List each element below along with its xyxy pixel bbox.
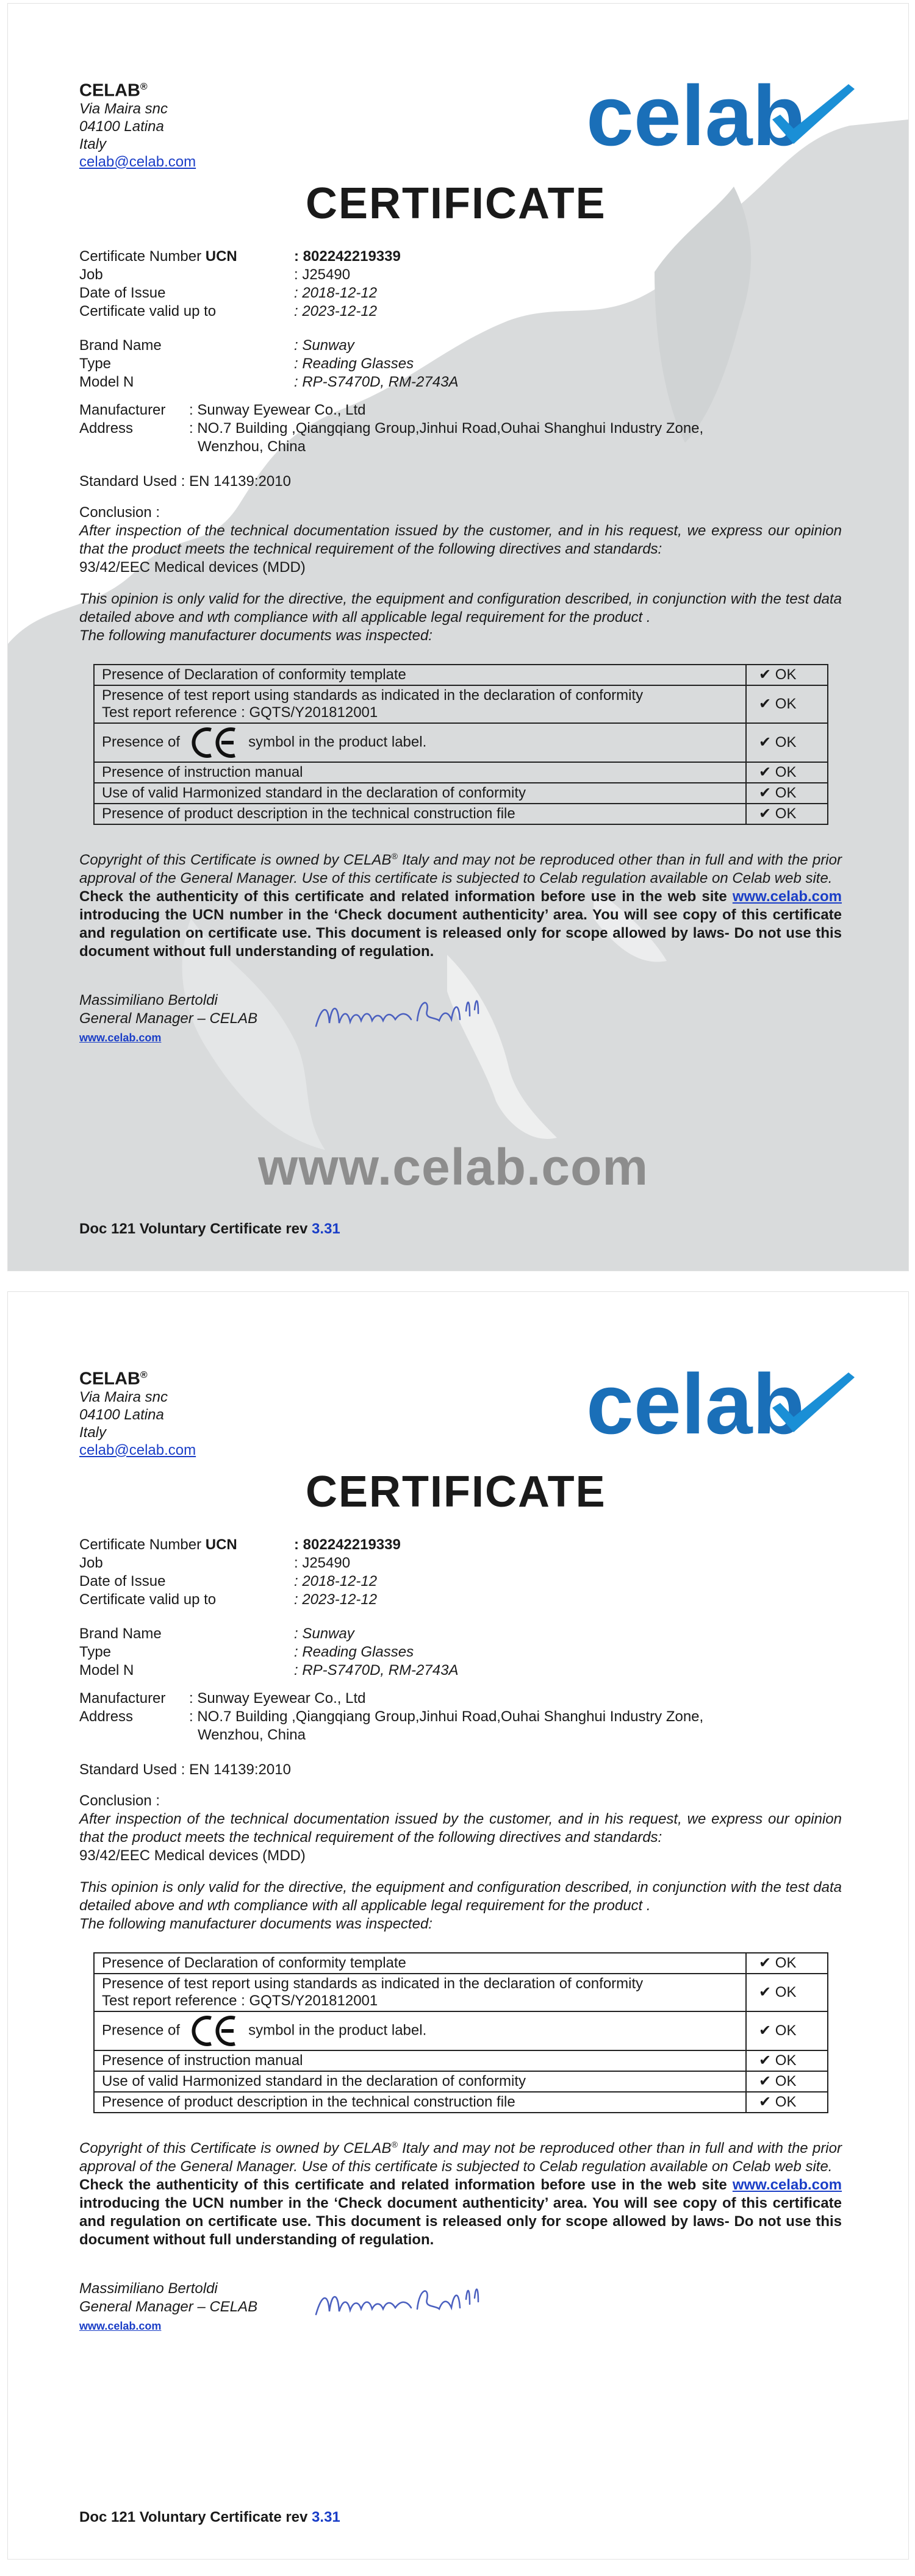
issuer-name-text: CELAB (79, 1369, 140, 1389)
brand-label: Brand Name (79, 1625, 162, 1642)
directive-text: 93/42/EEC Medical devices (MDD) (79, 559, 306, 576)
address-value: : NO.7 Building ,Qiangqiang Group,Jinhui Road,Ouhai Shanghui Industry Zone, Wenzhou, China (189, 1708, 704, 1743)
check-ok: ✔ OK (746, 783, 828, 804)
conclusion-block (79, 504, 842, 645)
check-item: Use of valid Harmonized standard in the declaration of conformity (94, 2071, 746, 2092)
check-item: Presence of symbol in the product label. (94, 723, 746, 762)
model-label: Model N (79, 1662, 134, 1679)
issue-date-label: Date of Issue (79, 1573, 166, 1589)
check-ok: ✔ OK (746, 1953, 828, 1974)
model-value: : RP-S7470D, RM-2743A (294, 1662, 459, 1679)
valid-until-label: Certificate valid up to (79, 303, 217, 319)
issuer-email-link[interactable]: celab@celab.com (79, 153, 196, 170)
table-row (94, 762, 828, 783)
model-value: : RP-S7470D, RM-2743A (294, 374, 459, 390)
celab-website-link[interactable]: www.celab.com (732, 2177, 842, 2193)
issue-date-value: : 2018-12-12 (294, 1573, 378, 1589)
issuer-name (79, 1366, 196, 1388)
authenticity-text: Check the authenticity of this certificate and related information before use in the web site www.celab.com introducing the UCN number in the ‘Check document authenticity’ area. You will see copy of this certificate and regulation on certificate use. This document is released only for scope allowed by laws- Do not use this document without full understanding of regulation. (79, 888, 842, 960)
issuer-address-line: Italy (79, 135, 107, 152)
ce-mark-icon (191, 2014, 237, 2047)
certificate-page-2 (7, 1291, 909, 2560)
table-row (94, 1953, 828, 1974)
table-row (94, 685, 828, 723)
table-row (94, 1974, 828, 2011)
copyright-block (79, 847, 842, 961)
type-value: : Reading Glasses (294, 1644, 414, 1660)
logo-text: celab (586, 1365, 805, 1450)
check-ok: ✔ OK (746, 762, 828, 783)
check-ok: ✔ OK (746, 2071, 828, 2092)
issuer-address-line: Via Maira snc (79, 1388, 168, 1405)
inspected-intro: The following manufacturer documents was inspected: (79, 627, 432, 644)
conclusion-text: After inspection of the technical documentation issued by the customer, and in his request, we express our opinion that the product meets the technical requirement of the following directives and standards: (79, 523, 842, 557)
issuer-address-line: Via Maira snc (79, 100, 168, 117)
valid-until-value: : 2023-12-12 (294, 1591, 378, 1608)
product-info (79, 337, 458, 391)
type-value: : Reading Glasses (294, 355, 414, 372)
table-row (94, 2011, 828, 2050)
directive-text: 93/42/EEC Medical devices (MDD) (79, 1847, 306, 1864)
issuer-email-link[interactable]: celab@celab.com (79, 1441, 196, 1458)
signer-name: Massimiliano Bertoldi (79, 2280, 218, 2297)
copyright-text: Copyright of this Certificate is owned by CELAB® Italy and may not be reproduced other than in full and with the prior approval of the General Manager. Use of this certificate is subjected to Celab regulation available on Celab web site. (79, 851, 842, 887)
manufacturer-info (79, 1689, 750, 1744)
manufacturer-value: : Sunway Eyewear Co., Ltd (189, 402, 366, 418)
issuer-address-line: Italy (79, 1424, 107, 1441)
check-ok: ✔ OK (746, 2092, 828, 2113)
issuer-address-line: 04100 Latina (79, 1406, 164, 1423)
celab-logo (586, 1365, 858, 1450)
issue-date-label: Date of Issue (79, 285, 166, 301)
signer-block (79, 2280, 257, 2335)
job-label: Job (79, 266, 103, 283)
registered-mark: ® (140, 1370, 148, 1380)
opinion-text: This opinion is only valid for the directive, the equipment and configuration described, in conjunction with the test data detailed above and wth compliance with all applicable legal requirement for the product . (79, 1879, 842, 1914)
address-value: : NO.7 Building ,Qiangqiang Group,Jinhui Road,Ouhai Shanghui Industry Zone, Wenzhou, China (189, 420, 704, 455)
table-row (94, 723, 828, 762)
document-footer: Doc 121 Voluntary Certificate rev 3.31 (79, 2509, 340, 2525)
conclusion-label: Conclusion : (79, 504, 160, 521)
signer-website-link[interactable]: www.celab.com (79, 1032, 162, 1044)
check-ok: ✔ OK (746, 685, 828, 723)
inspection-checklist (93, 664, 828, 825)
signer-name: Massimiliano Bertoldi (79, 992, 218, 1008)
document-footer: Doc 121 Voluntary Certificate rev 3.31 (79, 1221, 340, 1237)
handwritten-signature (310, 993, 493, 1035)
signer-role: General Manager – CELAB (79, 2299, 258, 2315)
certificate-page-1 (7, 3, 909, 1271)
check-ok: ✔ OK (746, 1974, 828, 2011)
ce-mark-icon (191, 726, 237, 759)
brand-value: : Sunway (294, 337, 354, 354)
handwritten-signature (310, 2281, 493, 2324)
job-value: : J25490 (294, 1555, 351, 1571)
table-row (94, 665, 828, 685)
inspection-checklist (93, 1952, 828, 2113)
check-ok: ✔ OK (746, 723, 828, 762)
manufacturer-label: Manufacturer (79, 1690, 166, 1707)
ucn-label: Certificate Number UCN (79, 248, 237, 265)
copyright-block (79, 2135, 842, 2249)
issuer-block (79, 78, 196, 171)
issue-date-value: : 2018-12-12 (294, 285, 378, 301)
job-value: : J25490 (294, 266, 351, 283)
address-label: Address (79, 1708, 134, 1725)
certificate-info (79, 248, 401, 321)
check-item: Presence of Declaration of conformity template (94, 1953, 746, 1974)
logo-text: celab (586, 77, 805, 162)
inspected-intro: The following manufacturer documents was inspected: (79, 1916, 432, 1932)
issuer-block (79, 1366, 196, 1459)
website-watermark: www.celab.com (258, 1138, 649, 1196)
valid-until-label: Certificate valid up to (79, 1591, 217, 1608)
brand-value: : Sunway (294, 1625, 354, 1642)
signer-website-link[interactable]: www.celab.com (79, 2320, 162, 2332)
table-row (94, 2050, 828, 2071)
certificate-title: CERTIFICATE (306, 1468, 606, 1516)
issuer-name-text: CELAB (79, 80, 140, 101)
check-item: Presence of test report using standards as indicated in the declaration of conformity Test report reference : GQTS/Y201812001 (94, 1974, 746, 2011)
table-row (94, 804, 828, 824)
manufacturer-value: : Sunway Eyewear Co., Ltd (189, 1690, 366, 1707)
signer-role: General Manager – CELAB (79, 1010, 258, 1027)
table-row (94, 2092, 828, 2113)
ucn-value: : 802242219339 (294, 1536, 401, 1553)
check-item: Presence of test report using standards as indicated in the declaration of conformity Test report reference : GQTS/Y201812001 (94, 685, 746, 723)
manufacturer-info (79, 401, 750, 456)
registered-mark: ® (140, 82, 148, 92)
valid-until-value: : 2023-12-12 (294, 303, 378, 319)
standard-used: Standard Used : EN 14139:2010 (79, 473, 291, 490)
check-ok: ✔ OK (746, 804, 828, 824)
signer-block (79, 991, 257, 1047)
celab-logo (586, 77, 858, 162)
check-item: Presence of instruction manual (94, 2050, 746, 2071)
certificate-title: CERTIFICATE (306, 179, 606, 228)
check-item: Use of valid Harmonized standard in the declaration of conformity (94, 783, 746, 804)
type-label: Type (79, 1644, 112, 1660)
issuer-address-line: 04100 Latina (79, 118, 164, 135)
address-label: Address (79, 420, 134, 437)
check-ok: ✔ OK (746, 2050, 828, 2071)
check-ok: ✔ OK (746, 2011, 828, 2050)
conclusion-block (79, 1792, 842, 1933)
check-item: Presence of product description in the technical construction file (94, 2092, 746, 2113)
model-label: Model N (79, 374, 134, 390)
table-row (94, 783, 828, 804)
celab-website-link[interactable]: www.celab.com (732, 888, 842, 905)
brand-label: Brand Name (79, 337, 162, 354)
check-ok: ✔ OK (746, 665, 828, 685)
check-item: Presence of product description in the technical construction file (94, 804, 746, 824)
issuer-name (79, 78, 196, 100)
check-item: Presence of symbol in the product label. (94, 2011, 746, 2050)
ucn-label: Certificate Number UCN (79, 1536, 237, 1553)
certificate-info (79, 1536, 401, 1609)
job-label: Job (79, 1555, 103, 1571)
table-row (94, 2071, 828, 2092)
conclusion-label: Conclusion : (79, 1793, 160, 1809)
product-info (79, 1625, 458, 1680)
conclusion-text: After inspection of the technical documentation issued by the customer, and in his request, we express our opinion that the product meets the technical requirement of the following directives and standards: (79, 1811, 842, 1846)
copyright-text: Copyright of this Certificate is owned by CELAB® Italy and may not be reproduced other than in full and with the prior approval of the General Manager. Use of this certificate is subjected to Celab regulation available on Celab web site. (79, 2139, 842, 2175)
authenticity-text: Check the authenticity of this certificate and related information before use in the web site www.celab.com introducing the UCN number in the ‘Check document authenticity’ area. You will see copy of this certificate and regulation on certificate use. This document is released only for scope allowed by laws- Do not use this document without full understanding of regulation. (79, 2177, 842, 2248)
ucn-value: : 802242219339 (294, 248, 401, 265)
page-content (8, 1292, 908, 2559)
opinion-text: This opinion is only valid for the directive, the equipment and configuration described, in conjunction with the test data detailed above and wth compliance with all applicable legal requirement for the product . (79, 591, 842, 626)
page-content (8, 4, 908, 1271)
check-item: Presence of Declaration of conformity template (94, 665, 746, 685)
type-label: Type (79, 355, 112, 372)
check-item: Presence of instruction manual (94, 762, 746, 783)
manufacturer-label: Manufacturer (79, 402, 166, 418)
standard-used: Standard Used : EN 14139:2010 (79, 1761, 291, 1778)
